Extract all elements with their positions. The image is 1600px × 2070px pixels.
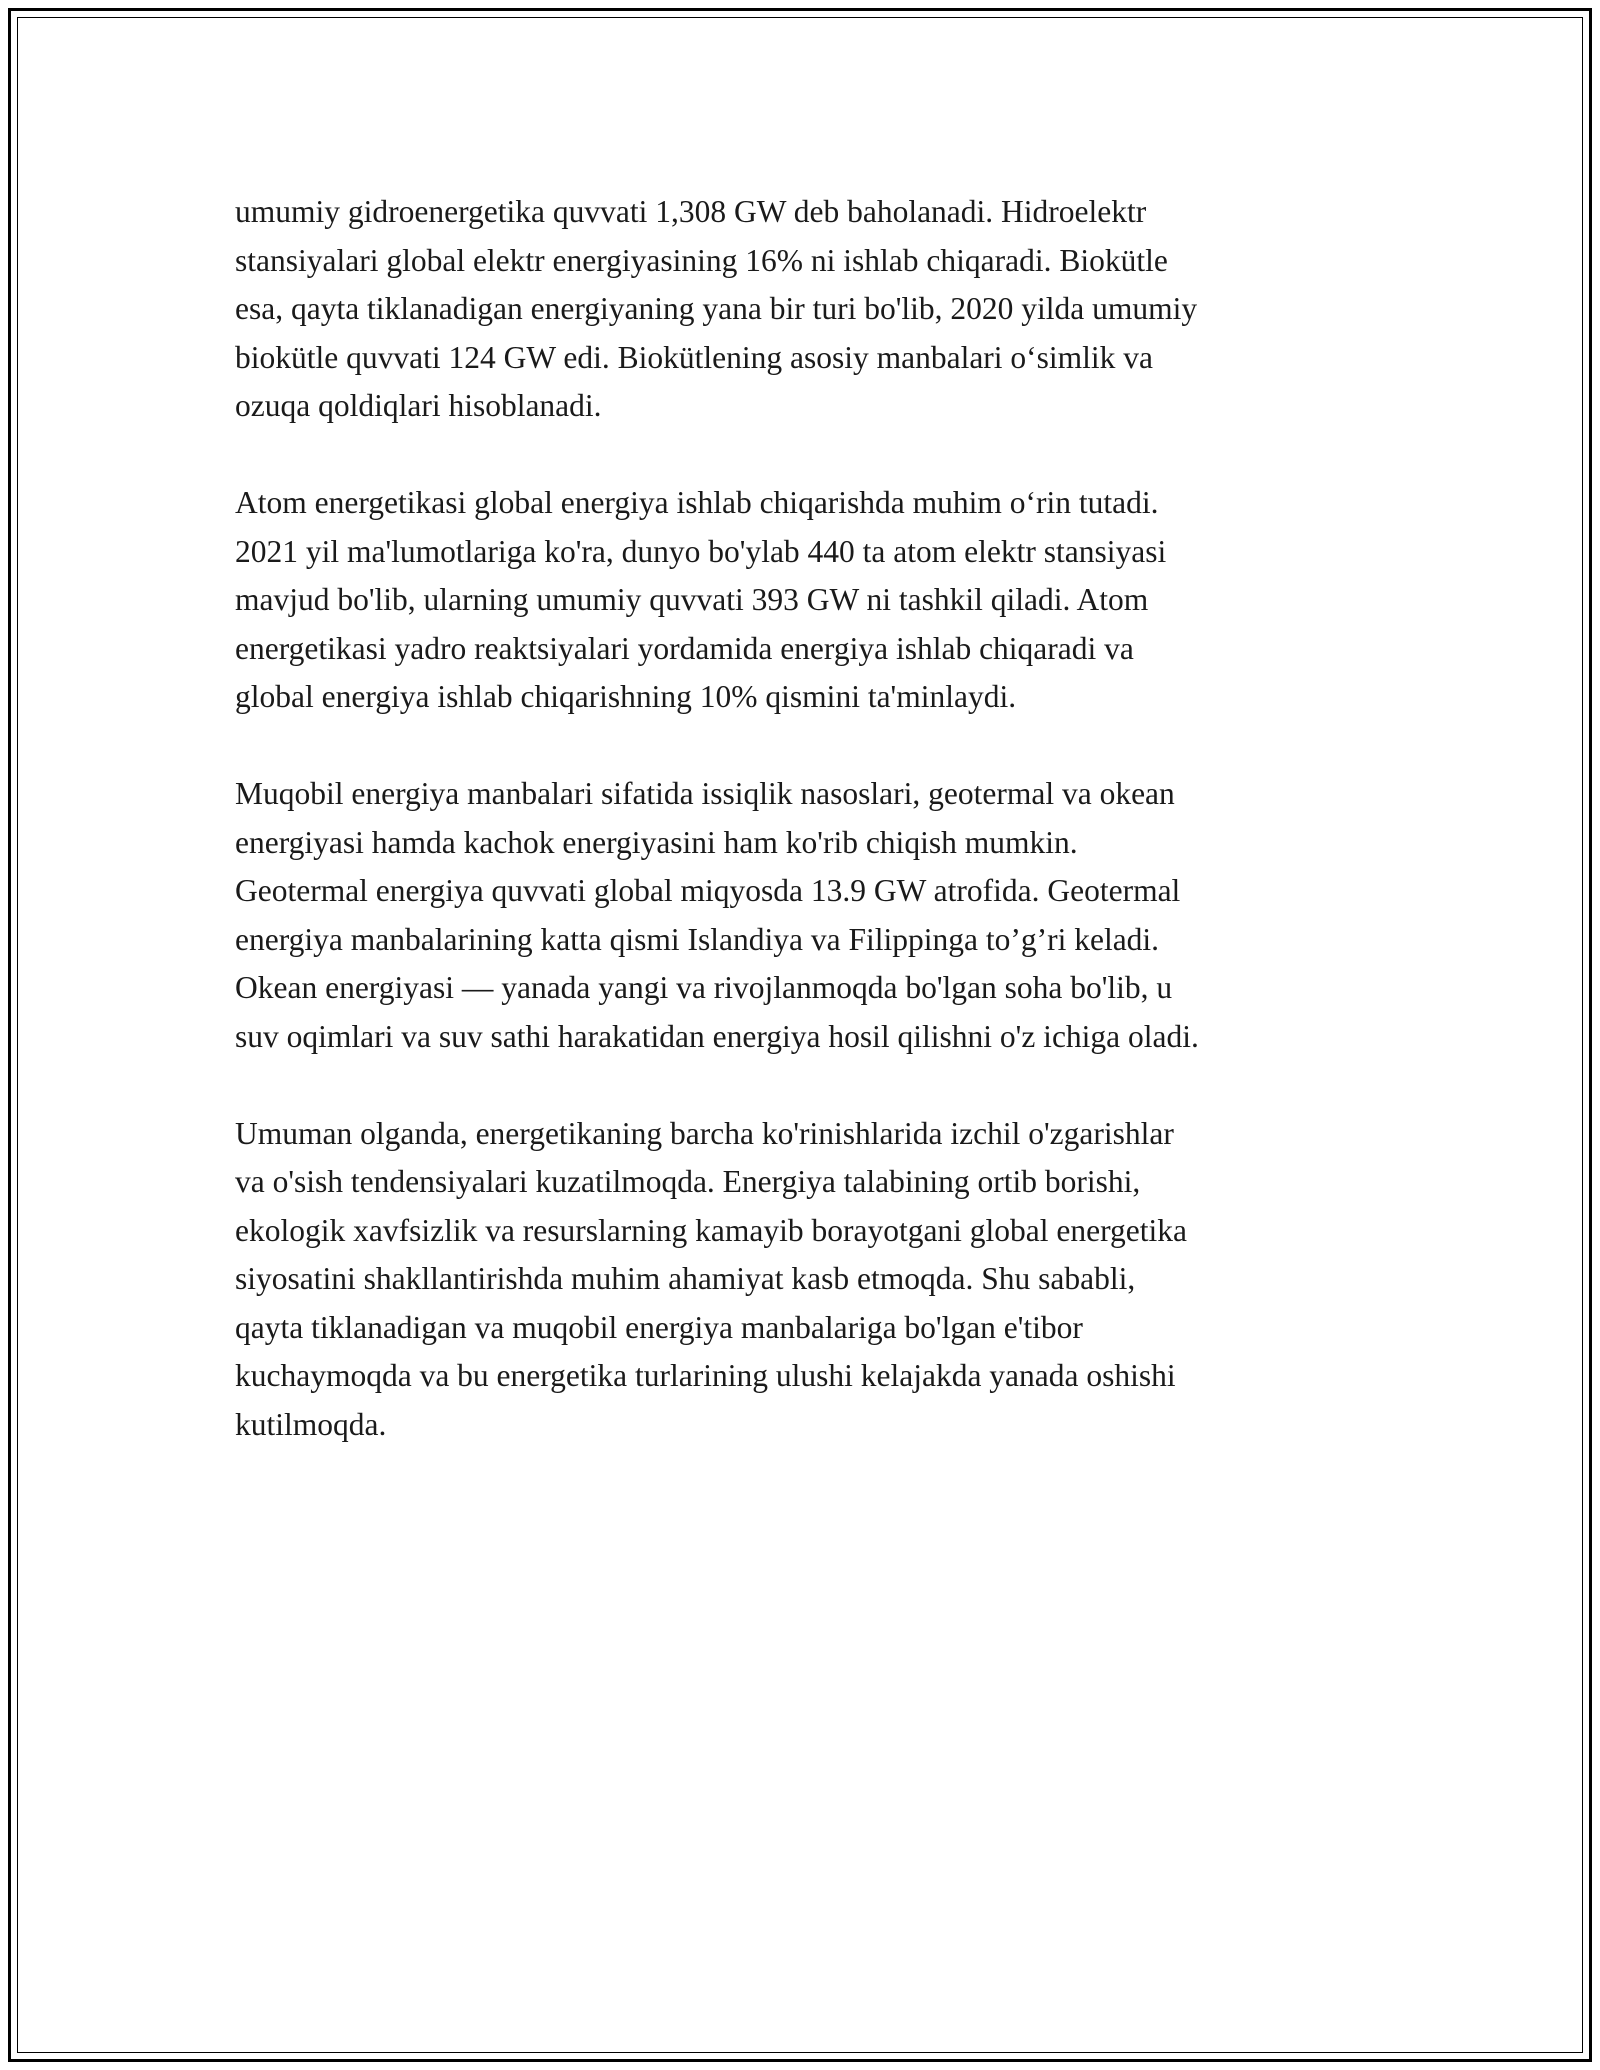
paragraph-conclusion: Umuman olganda, energetikaning barcha ko'rinishlarida izchil o'zgarishlar va o'sish tendensiyalari kuzatilmoqda. Energiya talabining ortib borishi, ekologik xavfsizlik va resurslarning kamayib borayotgani global energetika siyosatini shakllantirishda muhim ahamiyat kasb etmoqda. Shu sababli, qayta tiklanadigan va muqobil energiya manbalariga bo'lgan e'tibor kuchaymoqda va bu energetika turlarining ulushi kelajakda yanada oshishi kutilmoqda. [235,1115,1188,1442]
paragraph-nuclear: Atom energetikasi global energiya ishlab chiqarishda muhim o‘rin tutadi. 2021 yil ma'lumotlariga ko'ra, dunyo bo'ylab 440 ta atom elektr stansiyasi mavjud bo'lib, ularning umumiy quvvati 393 GW ni tashkil qiladi. Atom energetikasi yadro reaktsiyalari yordamida energiya ishlab chiqaradi va global energiya ishlab chiqarishning 10% qismini ta'minlaydi. [235,485,1167,714]
paragraph-alternative-energy: Muqobil energiya manbalari sifatida issiqlik nasoslari, geotermal va okean energiyasi hamda kachok energiyasini ham ko'rib chiqish mumkin. Geotermal energiya quvvati global miqyosda 13.9 GW atrofida. Geotermal energiya manbalarining katta qismi Islandiya va Filippinga to’g’ri keladi. Okean energiyasi — yanada yangi va rivojlanmoqda bo'lgan soha bo'lib, u suv oqimlari va suv sathi harakatidan energiya hosil qilishni o'z ichiga oladi. [235,776,1199,1054]
document-body [235,188,1415,1449]
paragraph-hydro-biomass: umumiy gidroenergetika quvvati 1,308 GW deb baholanadi. Hidroelektr stansiyalari global elektr energiyasining 16% ni ishlab chiqaradi. Biokütle esa, qayta tiklanadigan energiyaning yana bir turi bo'lib, 2020 yilda umumiy biokütle quvvati 124 GW edi. Biokütlening asosiy manbalari o‘simlik va ozuqa qoldiqlari hisoblanadi. [235,194,1198,423]
